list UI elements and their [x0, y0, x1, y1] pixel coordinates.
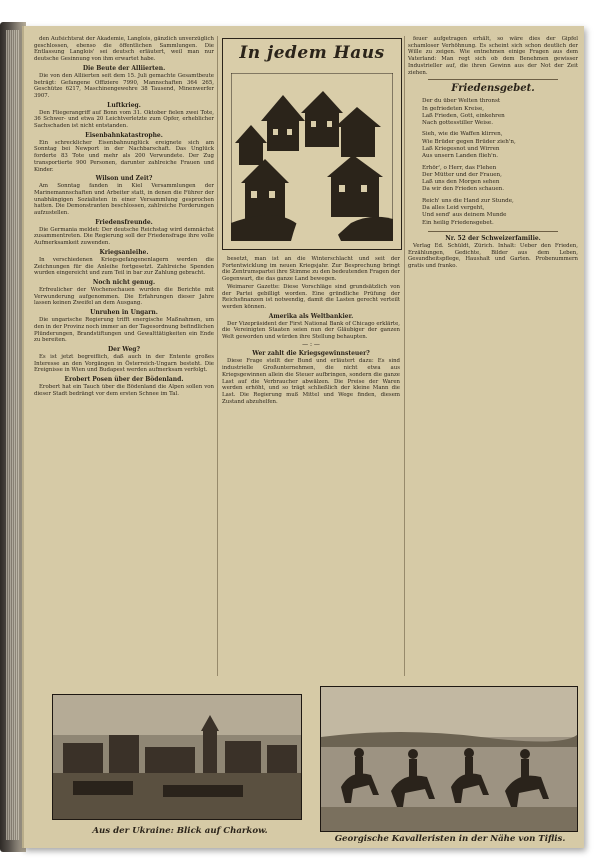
- section-rule: [428, 231, 558, 232]
- poem-stanza: [422, 198, 578, 227]
- poem-line: Da wir den Frieden schauen.: [422, 186, 505, 193]
- city-view-icon: [53, 695, 301, 819]
- section-text: In verschiedenen Kriegsgefangenenlagern werden die Zeichnungen für die Anleihe fortgesetzt. Zahlreiche Spenden wurden eingereicht und zum Teil in bar zur Zahlung gebracht.: [34, 256, 214, 277]
- poem-stanza: [422, 165, 578, 194]
- poem-line: Laß Kriegesnot und Wirren: [422, 146, 500, 152]
- middle-paragraph: Weimarer Gazette: Diese Vorschläge sind grundsätzlich von der Partei gebilligt worden. Eine gründliche Prüfung der Reichsfinanzen ist notwendig, damit die Lasten gerecht verteilt werden können.: [222, 283, 400, 310]
- section-heading: Erobert Posen über der Bödenland.: [64, 376, 184, 384]
- poem-line: Und send' aus deinem Munde: [422, 212, 507, 219]
- notice-heading: Nr. 52 der Schweizerfamilie.: [445, 234, 541, 242]
- section-heading: Eisenbahnkatastrophe.: [85, 131, 163, 139]
- masthead-box: [222, 38, 402, 250]
- photo-caption: Georgische Kavalleristen in der Nähe von Tiflis.: [334, 834, 566, 844]
- masthead-title: In jedem Haus: [239, 43, 385, 63]
- poem-title: Friedensgebet.: [451, 83, 535, 95]
- poem-line: Laß uns den Morgen sehen: [422, 179, 500, 186]
- section-heading: Unruhen in Ungarn.: [90, 309, 158, 317]
- section-rule: [428, 79, 558, 80]
- village-illustration-icon: [231, 73, 393, 241]
- column-left: [34, 36, 214, 676]
- section-heading: Wer zahlt die Kriegsgewinnsteuer?: [252, 350, 370, 358]
- section-text: Diese Frage stellt der Bund und erläutert dazu: Es sind industrielle Großunternehmen, die nicht etwa aus Kriegsgewinnen allein die Steuer aufbringen, sondern die ganze Last auf die Verbraucher abwälzen. Die Preise der Waren werden erhöht, und so trägt schließlich der kleine Mann die Last. Die Regierung muß Mittel und Wege finden, diesem Zustand abzuhelfen.: [222, 358, 400, 405]
- photo-caption: Aus der Ukraine: Blick auf Charkow.: [92, 826, 268, 836]
- cavalry-icon: [321, 687, 577, 831]
- poem-line: In gefriedeten Kreise,: [422, 105, 485, 112]
- section-heading: Amerika als Weltbankier.: [268, 312, 354, 320]
- poem-line: Laß Frieden, Gott, einkehren: [422, 112, 505, 119]
- section-heading: Der Weg?: [107, 345, 141, 353]
- right-intro: feuer aufgetragen erhält, so wäre dies der Gipfel schamloser Verhöhnung. Es scheint sich schon deutlich der Wille zu zeigen. Wie entnehmen einige Fragen aus dem Vaterland: Man regt sich ob dem Benehmen gewisser Industrieller auf, die ihren Gewinn aus der Not der Zeit ziehen.: [408, 36, 578, 76]
- column-right: [408, 36, 578, 676]
- poem-line: Der du über Welten thronst: [422, 98, 501, 105]
- section-text: Erobert hat ein Tauch über die Bödenland die Alpen sollen von dieser Stadt bedrängt vor dem ersten Schnee im Tal.: [34, 384, 214, 397]
- section-text: Am Sonntag fanden in Kiel Versammlungen der Marinemannschaften und Arbeiter statt, in denen die Führer der unabhängigen Sozialisten in einer Versammlung gesprochen hatten. Die Demonstranten beschlossen, zahlreiche Forderungen aufzustellen.: [34, 183, 214, 217]
- section-heading: Kriegsanleihe.: [99, 248, 149, 256]
- poem-line: Erhör', o Herr, das Flehen: [422, 164, 497, 171]
- section-heading: Friedensfreunde.: [95, 218, 153, 226]
- notice-text: Verlag Ed. Schüldt, Zürich. Inhalt: Ueber den Frieden, Erzählungen, Gedichte, Bilder aus dem Leben, Gesundheitspflege, Haushalt und Garten. Probenummern gratis und franko.: [408, 242, 578, 270]
- column-middle: [222, 256, 400, 678]
- section-heading: Wilson und Zeit?: [95, 175, 153, 183]
- poem: [408, 98, 578, 227]
- newspaper-page: [22, 26, 584, 848]
- poem-line: Der Mütter und der Frauen,: [422, 171, 502, 178]
- poem-line: Da alles Leid vergeht,: [422, 205, 485, 212]
- poem-line: Wie Brüder gegen Brüder zieh'n,: [422, 138, 516, 145]
- section-text: Den Fliegerangriff auf Bonn vom 31. Oktober fielen zwei Tote, 36 Schwer- und etwa 20 Leichtverletzte zum Opfer, erheblicher Sachschaden ist nicht entstanden.: [34, 109, 214, 130]
- poem-stanza: [422, 98, 578, 127]
- photo-charkow: [52, 694, 302, 820]
- binding-page-edges: [6, 30, 20, 840]
- middle-paragraph: besetzt, man ist an die Winterschlacht und seit der Fortentwicklung im neuen Kriegsjahr. Zur Besprechung bringt die Zentrumspartei ihre Stimme zu den bedeutenden Fragen der Gegenwart, die das ganze Land bewegen.: [222, 256, 400, 283]
- section-text: Der Vizepräsident der First National Bank of Chicago erklärte, die Vereinigten Staaten seien nun der Gläubiger der ganzen Welt geworden und würden ihre Stellung behaupten.: [222, 320, 400, 341]
- section-list: [34, 65, 214, 398]
- poem-line: Nach gottesstiller Weise.: [422, 120, 493, 127]
- poem-line: Sieh, wie die Waffen klirren,: [422, 131, 503, 138]
- section-text: Es ist jetzt begreiflich, daß auch in der Entente großes Interesse an den Vorgängen in Österreich-Ungarn besteht. Die Ereignisse in Wien und Budapest werden aufmerksam verfolgt.: [34, 353, 214, 374]
- section-text: Die von den Alliierten seit dem 15. Juli gemachte Gesamtbeute beträgt: Gefangene Offiziere 7990, Mannschaften 364 265, Geschütze 6217, Maschinengewehre 38 Tausend, Minenwerfer 3907.: [34, 72, 214, 99]
- column-divider: [404, 36, 405, 676]
- section-heading: Die Beute der Alliierten.: [82, 64, 166, 72]
- poem-line: Ein heilig Friedensgebet.: [422, 219, 494, 226]
- section-heading: Luftkrieg.: [107, 101, 141, 109]
- section-text: Ein schrecklicher Eisenbahnunglück ereignete sich am Sonntag bei Newport in der Nachbarschaft. Das Unglück forderte 83 Tote und mehr als 200 Verwundete. Der Zug transportierte 900 Personen, darunter zahlreiche Frauen und Kinder.: [34, 139, 214, 173]
- poem-line: Aus unsern Landen flieh'n.: [422, 153, 499, 160]
- column-divider: [217, 36, 218, 676]
- section-text: Erfreulicher der Wochenschauen wurden die Berichte mit Verwunderung aufgenommen. Die Erfahrungen dieser Jahre lassen keinen Zweifel an dem Ausgang.: [34, 286, 214, 307]
- section-text: Die Germania meldet: Der deutsche Reichstag wird demnächst zusammentreten. Die Regierung soll der Friedensfrage ihre volle Aufmerksamkeit zuwenden.: [34, 226, 214, 247]
- photo-tiflis-cavalry: [320, 686, 578, 832]
- section-text: Die ungarische Regierung trifft energische Maßnahmen, um den in der Provinz noch immer an der Tagesordnung befindlichen Plünderungen, Brandstiftungen und Gewalttätigkeiten ein Ende zu bereiten.: [34, 317, 214, 344]
- intro-paragraph: den Aufsichtsrat der Akademie, Langlois, gänzlich unverzüglich geschlossen, ebenso die öffentlichen Sammlungen. Die Entlassung Langlois' sei deutsch erläutert, weil man nur deutsche Gesinnung von ihm erwartet habe.: [34, 36, 214, 63]
- divider-ornament: — : —: [302, 340, 320, 348]
- section-heading: Noch nicht genug.: [92, 278, 156, 286]
- poem-line: Reich' uns die Hand zur Stunde,: [422, 197, 514, 204]
- poem-stanza: [422, 131, 578, 160]
